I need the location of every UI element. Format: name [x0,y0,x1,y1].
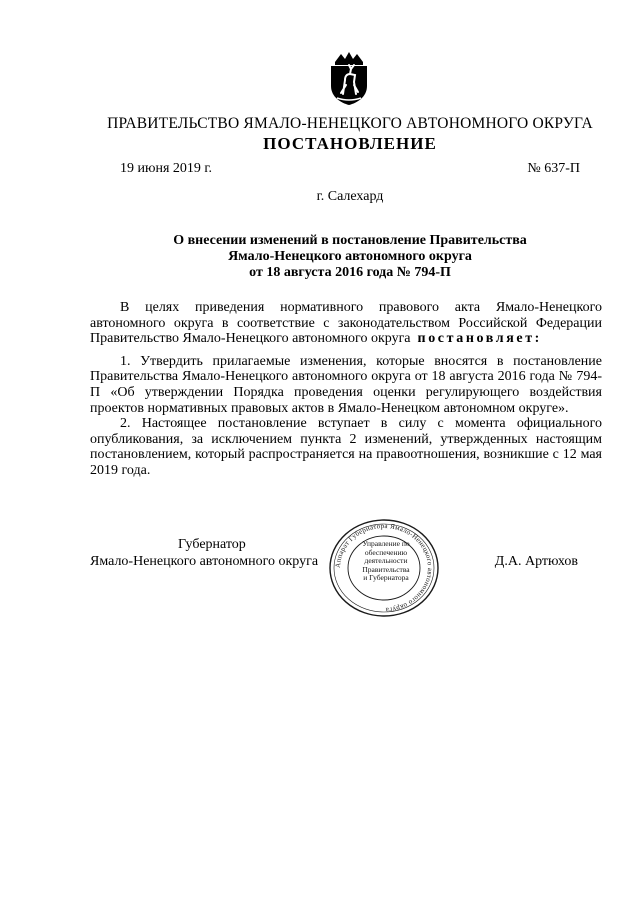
title-line: от 18 августа 2016 года № 794-П [249,265,451,280]
stamp-inner-text [354,540,418,583]
document-title [90,233,610,281]
paragraph-2: 2. Настоящее постановление вступает в силу с момента официального опубликования, за исключением пункта 2 изменений, утвержденных настоящим постановлением, который распространяется на правоотношения, возникшие с 12 мая 2019 года. [90,416,602,478]
stamp-line: обеспечению [364,547,408,557]
org-name: ПРАВИТЕЛЬСТВО ЯМАЛО-НЕНЕЦКОГО АВТОНОМНОГО ОКРУГА [107,115,593,132]
signatory-role-line: Ямало-Ненецкого автономного округа [90,554,319,569]
stamp-line: Управление по [362,539,410,548]
yamal-coat-of-arms-icon [327,50,371,106]
stamp-line: Правительства [362,564,410,574]
preamble-paragraph [90,300,602,347]
document-date: 19 июня 2019 г. [120,161,213,176]
preamble-text: В целях приведения нормативного правового акта Ямало-Ненецкого автономного округа в соответствие с законодательством Российской Федерации Правительство Ямало-Ненецкого автономного округа [90,300,602,347]
document-body [90,300,602,486]
stamp-ring-text: Аппарат Губернатора Ямало-Ненецкого автономного округа [333,521,435,615]
stamp-line: деятельности [364,556,408,566]
document-city: г. Салехард [316,189,384,204]
title-line: Ямало-Ненецкого автономного округа [228,249,472,264]
stamp-line: и Губернатора [363,573,409,583]
decree-word: постановляет: [417,331,542,347]
document-type: ПОСТАНОВЛЕНИЕ [263,134,437,153]
title-line: О внесении изменений в постановление Правительства [173,233,527,248]
signatory-role [90,536,330,570]
signatory-role-line: Губернатор [178,537,246,552]
paragraph-1: 1. Утвердить прилагаемые изменения, которые вносятся в постановление Правительства Ямало-Ненецкого автономного округа от 18 августа 2016 года № 794-П «Об утверждении Порядка проведения оценки регулирующего воздействия проектов нормативных правовых актов в Ямало-Ненецком автономном округе». [90,353,602,416]
document-number: № 637-П [527,161,580,176]
signatory-name: Д.А. Артюхов [494,554,578,569]
